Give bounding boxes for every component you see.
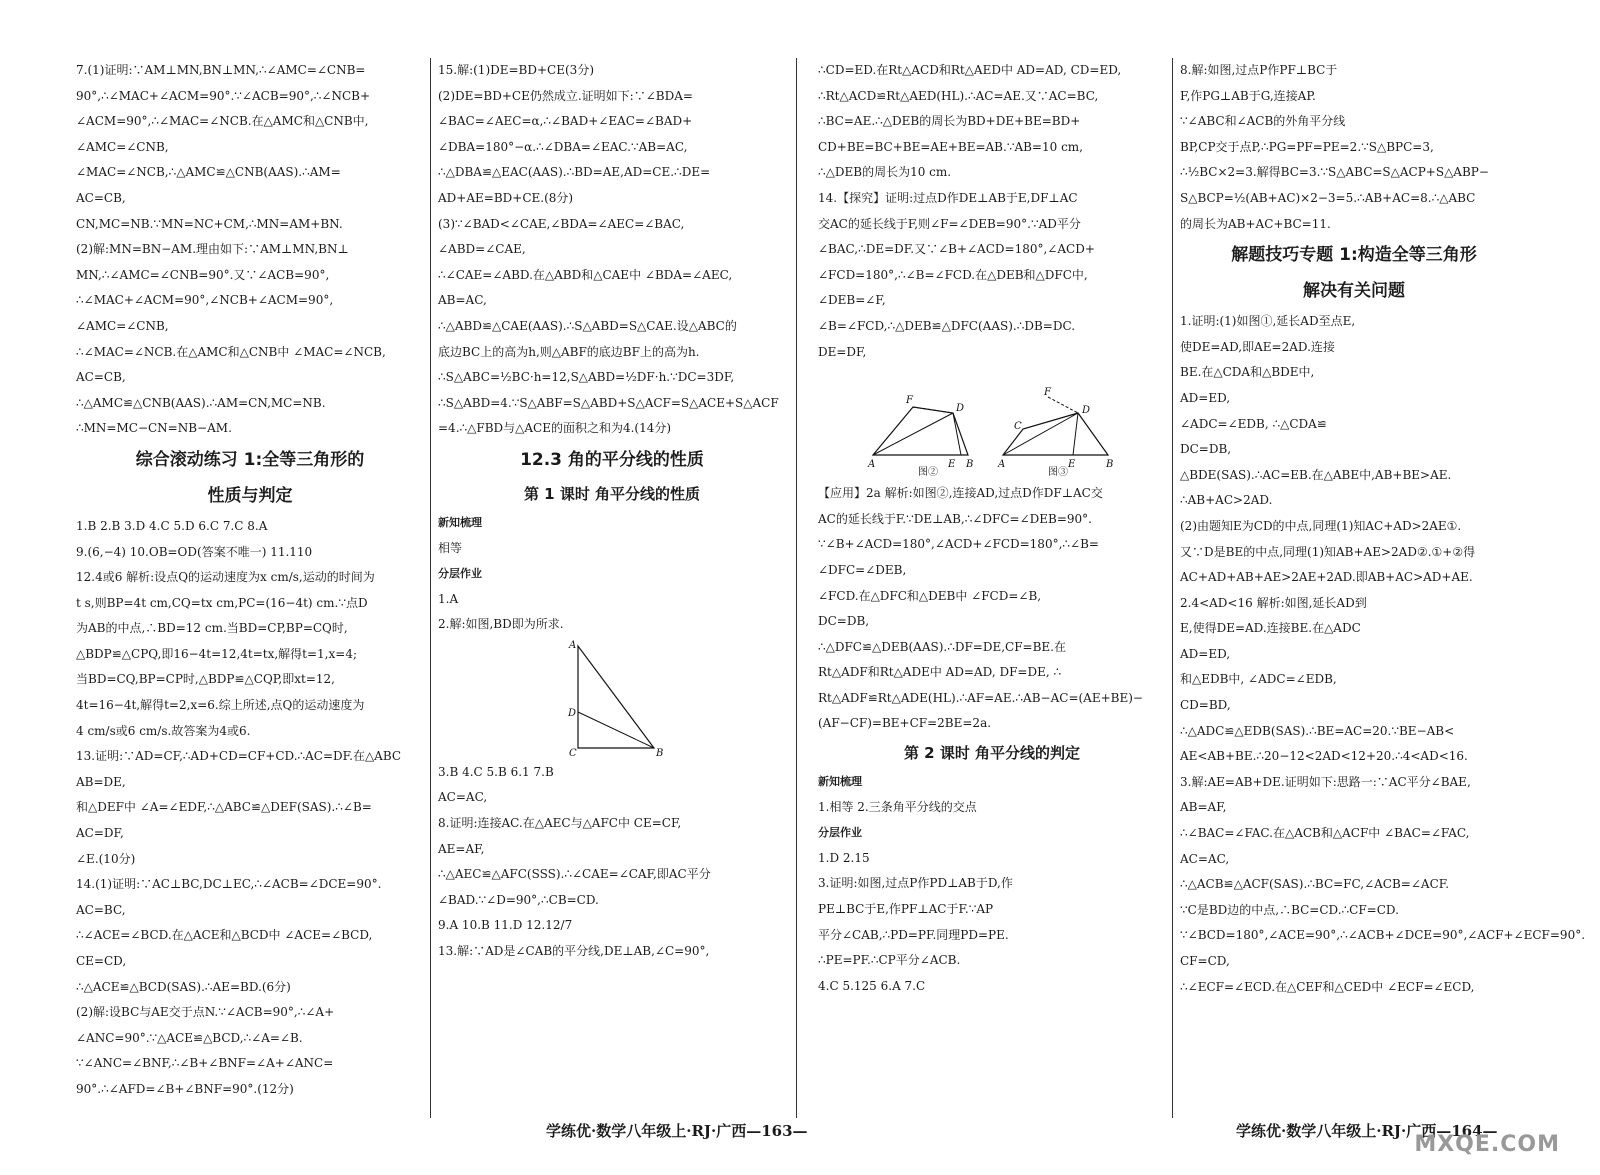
text-line: 和△DEF中 ∠A=∠EDF,∴△ABC≌△DEF(SAS).∴∠B= xyxy=(76,800,372,815)
text-line: ∴∠ECF=∠ECD.在△CEF和△CED中 ∠ECF=∠ECD, xyxy=(1180,979,1475,994)
text-line: CD+BE=BC+BE=AE+BE=AB.∵AB=10 cm, xyxy=(818,139,1083,154)
text-line: ∴∠BAC=∠FAC.在△ACB和△ACF中 ∠BAC=∠FAC, xyxy=(1180,826,1470,841)
text-line: DE=DF, xyxy=(818,344,867,359)
svg-text:B: B xyxy=(1106,459,1114,471)
text-line: ∴△AEC≌△AFC(SSS).∴∠CAE=∠CAF,即AC平分 xyxy=(438,867,711,882)
text-line: ∵∠ABC和∠ACB的外角平分线 xyxy=(1180,114,1346,129)
text-line: ∠BAC,∴DE=DF.又∵∠B+∠ACD=180°,∠ACD+ xyxy=(818,242,1095,257)
text-line: AC=DF, xyxy=(76,826,124,841)
text-line: ∴△DEB的周长为10 cm. xyxy=(818,165,952,180)
column-1 xyxy=(76,58,424,1118)
text-line: ∠B=∠FCD,∴△DEB≌△DFC(AAS).∴DB=DC. xyxy=(818,318,1076,333)
text-line: ∴△DBA≌△EAC(AAS).∴BD=AE,AD=CE.∴DE= xyxy=(438,165,711,180)
text-line: DC=DB, xyxy=(818,614,870,629)
text-line: ∠FCD=180°,∴∠B=∠FCD.在△DEB和△DFC中, xyxy=(818,267,1088,282)
svg-text:F: F xyxy=(1044,387,1051,399)
column-divider xyxy=(430,58,431,1118)
text-line: 1.A xyxy=(438,591,459,606)
text-line: 相等 xyxy=(438,540,463,555)
text-line: (2)DE=BD+CE仍然成立.证明如下:∵∠BDA= xyxy=(438,88,693,103)
text-line: (AF−CF)=BE+CF=2BE=2a. xyxy=(818,716,992,731)
svg-text:A: A xyxy=(998,459,1006,471)
quadrilateral-figures xyxy=(818,367,1158,479)
text-line: (2)解:MN=BN−AM.理由如下:∵AM⊥MN,BN⊥ xyxy=(76,242,349,257)
text-line: ∴△DFC≌△DEB(AAS).∴DF=DE,CF=BE.在 xyxy=(818,639,1066,654)
text-line: AE=AF, xyxy=(438,841,485,856)
text-line: E,使得DE=AD.连接BE.在△ADC xyxy=(1180,621,1361,636)
text-line: AC=BC, xyxy=(76,902,126,917)
svg-text:C: C xyxy=(1014,421,1022,433)
text-line: ∴S△ABC=½BC·h=12,S△ABD=½DF·h.∵DC=3DF, xyxy=(438,370,735,385)
section-title: 解决有关问题 xyxy=(1303,281,1405,302)
text-line: △BDE(SAS).∴AC=EB.在△ABE中,AB+BE>AE. xyxy=(1180,467,1452,482)
text-line: CD=BD, xyxy=(1180,698,1231,713)
text-line: Rt△ADF和Rt△ADE中 AD=AD, DF=DE, ∴ xyxy=(818,665,1062,680)
section-title: 性质与判定 xyxy=(207,485,293,506)
svg-text:图②: 图② xyxy=(918,467,938,479)
text-line: 3.证明:如图,过点P作PD⊥AB于D,作 xyxy=(818,876,1013,891)
section-title: 综合滚动练习 1:全等三角形的 xyxy=(135,449,365,470)
text-line: 和△EDB中, ∠ADC=∠EDB, xyxy=(1180,672,1337,687)
text-line: ∠ADC=∠EDB, ∴△CDA≌ xyxy=(1180,416,1327,431)
column-2 xyxy=(438,58,786,1118)
text-line: AC+AD+AB+AE>2AE+2AD.即AB+AC>AD+AE. xyxy=(1180,570,1473,585)
text-line: ∴S△ABD=4.∵S△ABF=S△ABD+S△ACF=S△ACE+S△ACF xyxy=(438,395,779,410)
text-line: 平分∠CAB,∴PD=PF.同理PD=PE. xyxy=(818,927,1009,942)
text-line: 当BD=CQ,BP=CP时,△BDP≌△CQP,即xt=12, xyxy=(76,672,335,687)
text-line: 1.D 2.15 xyxy=(818,850,870,865)
text-line: 交AC的延长线于F,则∠F=∠DEB=90°.∵AD平分 xyxy=(818,216,1081,231)
text-line: (3)∵∠BAD<∠CAE,∠BDA=∠AEC=∠BAC, xyxy=(438,216,685,231)
text-line: ∠ABD=∠CAE, xyxy=(438,242,526,257)
text-line: BP,CP交于点P,∴PG=PF=PE=2.∵S△BPC=3, xyxy=(1180,139,1434,154)
text-line: 4t=16−4t,解得t=2,x=6.综上所述,点Q的运动速度为 xyxy=(76,698,365,713)
text-line: 90°,∴∠MAC+∠ACM=90°.∵∠ACB=90°,∴∠NCB+ xyxy=(76,88,371,103)
text-line: 底边BC上的高为h,则△ABF的底边BF上的高为h. xyxy=(438,344,700,359)
column-3 xyxy=(818,58,1166,1118)
text-line: AD=ED, xyxy=(1180,646,1231,661)
text-line: 为AB的中点,∴BD=12 cm.当BD=CP,BP=CQ时, xyxy=(76,621,348,636)
text-line: ∴PE=PF.∴CP平分∠ACB. xyxy=(818,953,961,968)
text-line: S△BCP=½(AB+AC)×2−3=5.∴AB+AC=8.∴△ABC xyxy=(1180,190,1476,205)
text-line: 4 cm/s或6 cm/s.故答案为4或6. xyxy=(76,723,251,738)
text-line: 15.解:(1)DE=BD+CE(3分) xyxy=(438,63,594,77)
text-line: ∠E.(10分) xyxy=(76,851,136,866)
text-line: ∴∠CAE=∠ABD.在△ABD和△CAE中 ∠BDA=∠AEC, xyxy=(438,267,733,282)
lesson-title: 第 2 课时 角平分线的判定 xyxy=(903,744,1081,763)
text-line: 14.(1)证明:∵AC⊥BC,DC⊥EC,∴∠ACB=∠DCE=90°. xyxy=(76,877,382,892)
svg-text:B: B xyxy=(656,747,664,759)
text-line: AD+AE=BD+CE.(8分) xyxy=(438,190,574,205)
text-line: ∴½BC×2=3.解得BC=3.∵S△ABC=S△ACP+S△ABP− xyxy=(1180,165,1489,180)
text-line: AC=AC, xyxy=(438,790,488,805)
text-line: ∴Rt△ACD≌Rt△AED(HL).∴AC=AE.又∵AC=BC, xyxy=(818,88,1099,103)
text-line: 8.解:如图,过点P作PF⊥BC于 xyxy=(1180,63,1338,77)
text-line: ∠ANC=90°.∵△ACE≌△BCD,∴∠A=∠B. xyxy=(76,1030,303,1045)
text-line: ∴CD=ED.在Rt△ACD和Rt△AED中 AD=AD, CD=ED, xyxy=(818,63,1122,77)
text-line: ∠DEB=∠F, xyxy=(818,293,886,308)
text-line: 12.4或6 解析:设点Q的运动速度为x cm/s,运动的时间为 xyxy=(76,570,375,585)
section-title: 12.3 角的平分线的性质 xyxy=(520,449,704,470)
column-divider xyxy=(796,58,797,1118)
text-line: ∴∠ACE=∠BCD.在△ACE和△BCD中 ∠ACE=∠BCD, xyxy=(76,928,373,943)
column-divider xyxy=(1172,58,1173,1118)
text-line: ∴△ACE≌△BCD(SAS).∴AE=BD.(6分) xyxy=(76,979,291,994)
text-line: 【应用】2a 解析:如图②,连接AD,过点D作DF⊥AC交 xyxy=(818,486,1103,501)
label-homework: 分层作业 xyxy=(818,826,862,840)
lesson-title: 第 1 课时 角平分线的性质 xyxy=(523,484,701,503)
text-line: AB=AF, xyxy=(1180,800,1227,815)
text-line: ∴△ABD≌△CAE(AAS).∴S△ABD=S△CAE.设△ABC的 xyxy=(438,318,737,333)
page-footer-left: 学练优·数学八年级上·RJ·广西—163— xyxy=(546,1122,808,1140)
text-line: ∴△ACB≌△ACF(SAS).∴BC=FC,∠ACB=∠ACF. xyxy=(1180,877,1450,892)
svg-text:D: D xyxy=(956,403,965,415)
text-line: 4.C 5.125 6.A 7.C xyxy=(818,978,926,993)
text-line: MN,∴∠AMC=∠CNB=90°.又∵∠ACB=90°, xyxy=(76,267,330,282)
text-line: ∠DBA=180°−α.∴∠DBA=∠EAC.∵AB=AC, xyxy=(438,139,688,154)
text-line: Rt△ADF≌Rt△ADE(HL).∴AF=AE.∴AB−AC=(AE+BE)− xyxy=(818,690,1143,705)
text-line: ∵∠ANC=∠BNF,∴∠B+∠BNF=∠A+∠ANC= xyxy=(76,1056,334,1071)
text-line: (2)由题知E为CD的中点,同理(1)知AC+AD>2AE①. xyxy=(1180,518,1462,533)
text-line: F,作PG⊥AB于G,连接AP. xyxy=(1180,88,1316,103)
text-line: 又∵D是BE的中点,同理(1)知AB+AE>2AD②.①+②得 xyxy=(1180,544,1476,559)
text-line: 8.证明:连接AC.在△AEC与△AFC中 CE=CF, xyxy=(438,816,682,831)
watermark-logo: MXQE.COM xyxy=(1414,1132,1560,1157)
svg-text:图③: 图③ xyxy=(1048,467,1068,479)
text-line: AD=ED, xyxy=(1180,390,1231,405)
text-line: PE⊥BC于E,作PF⊥AC于F.∵AP xyxy=(818,902,994,917)
section-title: 解题技巧专题 1:构造全等三角形 xyxy=(1231,245,1477,266)
svg-text:E: E xyxy=(948,459,956,471)
text-line: ∴AB+AC>2AD. xyxy=(1180,493,1273,508)
text-line: △BDP≌△CPQ,即16−4t=12,4t=tx,解得t=1,x=4; xyxy=(76,646,357,661)
text-line: ∠AMC=∠CNB, xyxy=(76,318,169,333)
text-line: DC=DB, xyxy=(1180,442,1232,457)
svg-text:C: C xyxy=(569,747,577,759)
text-line: ∵C是BD边的中点,∴BC=CD.∴CF=CD. xyxy=(1180,902,1399,917)
text-line: 3.B 4.C 5.B 6.1 7.B xyxy=(438,764,554,779)
right-triangle-figure xyxy=(438,640,778,758)
svg-text:D: D xyxy=(1082,405,1091,417)
column-4 xyxy=(1180,58,1586,1118)
text-line: CE=CD, xyxy=(76,954,127,968)
text-line: AE<AB+BE.∴20−12<2AD<12+20.∴4<AD<16. xyxy=(1180,749,1468,764)
text-line: ∴△AMC≌△CNB(AAS).∴AM=CN,MC=NB. xyxy=(76,395,326,410)
text-line: 使DE=AD,即AE=2AD.连接 xyxy=(1180,339,1335,354)
text-line: 13.解:∵AD是∠CAB的平分线,DE⊥AB,∠C=90°, xyxy=(438,944,710,959)
text-line: ∴BC=AE.∴△DEB的周长为BD+DE+BE=BD+ xyxy=(818,114,1081,129)
text-line: 1.B 2.B 3.D 4.C 5.D 6.C 7.C 8.A xyxy=(76,518,268,533)
text-line: 1.相等 2.三条角平分线的交点 xyxy=(818,799,977,814)
svg-text:E: E xyxy=(1068,459,1076,471)
text-line: ∠AMC=∠CNB, xyxy=(76,139,169,154)
text-line: ∠BAD.∵∠D=90°,∴CB=CD. xyxy=(438,892,599,907)
text-line: 14.【探究】证明:过点D作DE⊥AB于E,DF⊥AC xyxy=(818,190,1078,205)
text-line: ∵∠BCD=180°,∠ACE=90°,∴∠ACB+∠DCE=90°,∠ACF+∠ECF=90°. xyxy=(1180,928,1586,943)
text-line: 2.解:如图,BD即为所求. xyxy=(438,617,564,632)
svg-text:D: D xyxy=(568,707,577,719)
label-review: 新知梳理 xyxy=(438,515,482,529)
page-footer-right: 学练优·数学八年级上·RJ·广西—164— xyxy=(1236,1122,1498,1140)
text-line: 1.证明:(1)如图①,延长AD至点E, xyxy=(1180,314,1356,329)
text-line: 的周长为AB+AC+BC=11. xyxy=(1180,216,1331,231)
text-line: AC的延长线于F.∵DE⊥AB,∴∠DFC=∠DEB=90°. xyxy=(818,511,1092,526)
text-line: 3.解:AE=AB+DE.证明如下:思路一:∵AC平分∠BAE, xyxy=(1180,774,1471,789)
text-line: CN,MC=NB.∵MN=NC+CM,∴MN=AM+BN. xyxy=(76,216,343,231)
svg-text:A: A xyxy=(868,459,876,471)
text-line: ∵∠B+∠ACD=180°,∠ACD+∠FCD=180°,∴∠B= xyxy=(818,537,1099,552)
text-line: 9.(6,−4) 10.OB=OD(答案不唯一) 11.110 xyxy=(76,544,313,559)
text-line: ∠MAC=∠NCB,∴△AMC≌△CNB(AAS).∴AM= xyxy=(76,165,341,180)
text-line: 9.A 10.B 11.D 12.12/7 xyxy=(438,918,573,933)
text-line: ∠ACM=90°,∴∠MAC=∠NCB.在△AMC和△CNB中, xyxy=(76,114,369,129)
text-line: AB=DE, xyxy=(76,774,126,789)
text-line: 7.(1)证明:∵AM⊥MN,BN⊥MN,∴∠AMC=∠CNB= xyxy=(76,63,366,77)
text-line: 2.4<AD<16 解析:如图,延长AD到 xyxy=(1180,595,1367,610)
text-line: ∴MN=MC−CN=NB−AM. xyxy=(76,421,232,436)
text-line: AC=AC, xyxy=(1180,851,1230,866)
text-line: AC=CB, xyxy=(76,190,126,205)
text-line: t s,则BP=4t cm,CQ=tx cm,PC=(16−4t) cm.∵点D xyxy=(76,595,368,610)
text-line: =4.∴△FBD与△ACE的面积之和为4.(14分) xyxy=(438,421,672,436)
text-line: ∴∠MAC=∠NCB.在△AMC和△CNB中 ∠MAC=∠NCB, xyxy=(76,344,386,359)
text-line: ∠FCD.在△DFC和△DEB中 ∠FCD=∠B, xyxy=(818,588,1042,603)
text-line: BE.在△CDA和△BDE中, xyxy=(1180,365,1315,380)
svg-text:A: A xyxy=(569,639,577,651)
text-line: 90°.∴∠AFD=∠B+∠BNF=90°.(12分) xyxy=(76,1081,294,1096)
text-line: ∴△ADC≌△EDB(SAS).∴BE=AC=20.∵BE−AB< xyxy=(1180,723,1455,738)
text-line: CF=CD, xyxy=(1180,954,1230,968)
text-line: AC=CB, xyxy=(76,370,126,385)
text-line: AB=AC, xyxy=(438,293,487,308)
text-line: (2)解:设BC与AE交于点N.∵∠ACB=90°,∴∠A+ xyxy=(76,1005,335,1020)
svg-text:F: F xyxy=(906,395,913,407)
text-line: ∴∠MAC+∠ACM=90°,∠NCB+∠ACM=90°, xyxy=(76,293,334,308)
text-line: 13.证明:∵AD=CF,∴AD+CD=CF+CD.∴AC=DF.在△ABC xyxy=(76,749,402,764)
label-homework: 分层作业 xyxy=(438,567,482,581)
label-review: 新知梳理 xyxy=(818,775,862,789)
text-line: ∠BAC=∠AEC=α,∴∠BAD+∠EAC=∠BAD+ xyxy=(438,114,693,129)
svg-text:B: B xyxy=(966,459,974,471)
text-line: ∠DFC=∠DEB, xyxy=(818,562,907,577)
